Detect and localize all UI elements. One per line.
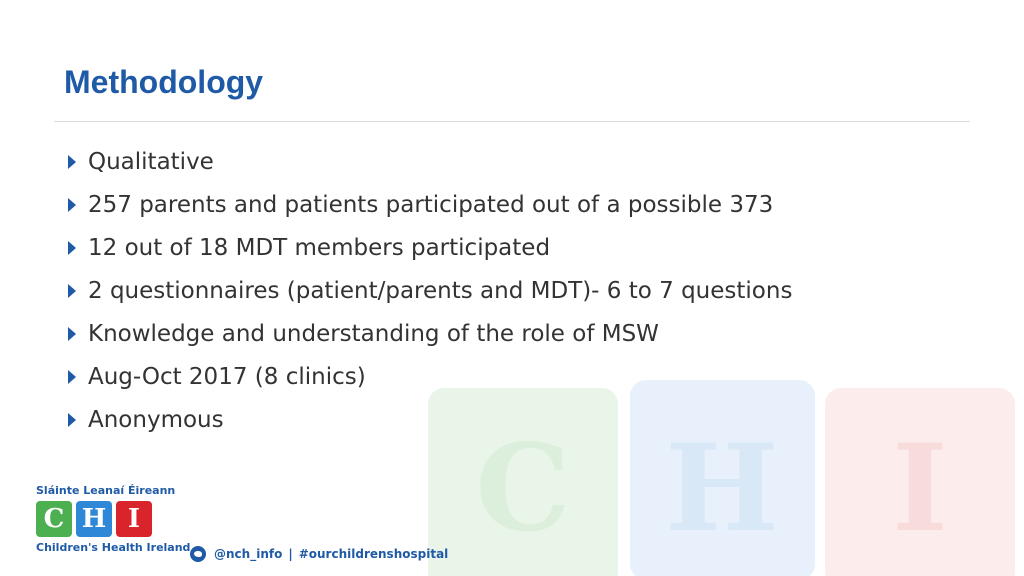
bullet-text: Anonymous: [88, 406, 224, 433]
watermark-letter-c: C: [475, 418, 571, 559]
triangle-bullet-icon: [68, 413, 76, 427]
bullet-text: 2 questionnaires (patient/parents and MDT)- 6 to 7 questions: [88, 277, 793, 304]
logo-tagline: Sláinte Leanaí Éireann: [36, 484, 176, 497]
logo-block-i: I: [116, 501, 152, 537]
bullet-text: 12 out of 18 MDT members participated: [88, 234, 551, 261]
hashtag: #ourchildrenshospital: [298, 547, 449, 561]
triangle-bullet-icon: [68, 198, 76, 212]
watermark-letter-i: I: [891, 418, 949, 559]
slide-title: Methodology: [64, 64, 264, 100]
bullet-item: [64, 355, 792, 398]
triangle-bullet-icon: [68, 370, 76, 384]
logo-blocks: [36, 501, 166, 537]
triangle-bullet-icon: [68, 284, 76, 298]
social-footer: [190, 546, 448, 562]
triangle-bullet-icon: [68, 241, 76, 255]
bullet-text: 257 parents and patients participated out of a possible 373: [88, 191, 774, 218]
bullet-item: [64, 312, 792, 355]
bullet-item: [64, 226, 792, 269]
bullet-text: Aug-Oct 2017 (8 clinics): [88, 363, 366, 390]
bullet-list: [64, 140, 792, 441]
triangle-bullet-icon: [68, 155, 76, 169]
twitter-handle: @nch_info: [214, 547, 283, 561]
triangle-bullet-icon: [68, 327, 76, 341]
chi-logo: [36, 484, 191, 564]
bullet-text: Qualitative: [88, 148, 214, 175]
title-divider: [54, 121, 970, 122]
twitter-icon: [190, 546, 206, 562]
logo-block-c: C: [36, 501, 72, 537]
bullet-text: Knowledge and understanding of the role of MSW: [88, 320, 659, 347]
watermark-letter-h: H: [665, 418, 779, 559]
bullet-item: [64, 269, 792, 312]
bullet-item: [64, 140, 792, 183]
bullet-item: [64, 183, 792, 226]
logo-org-name: Children's Health Ireland: [36, 541, 191, 554]
separator: |: [288, 547, 293, 561]
bullet-item: [64, 398, 792, 441]
logo-block-h: H: [76, 501, 112, 537]
